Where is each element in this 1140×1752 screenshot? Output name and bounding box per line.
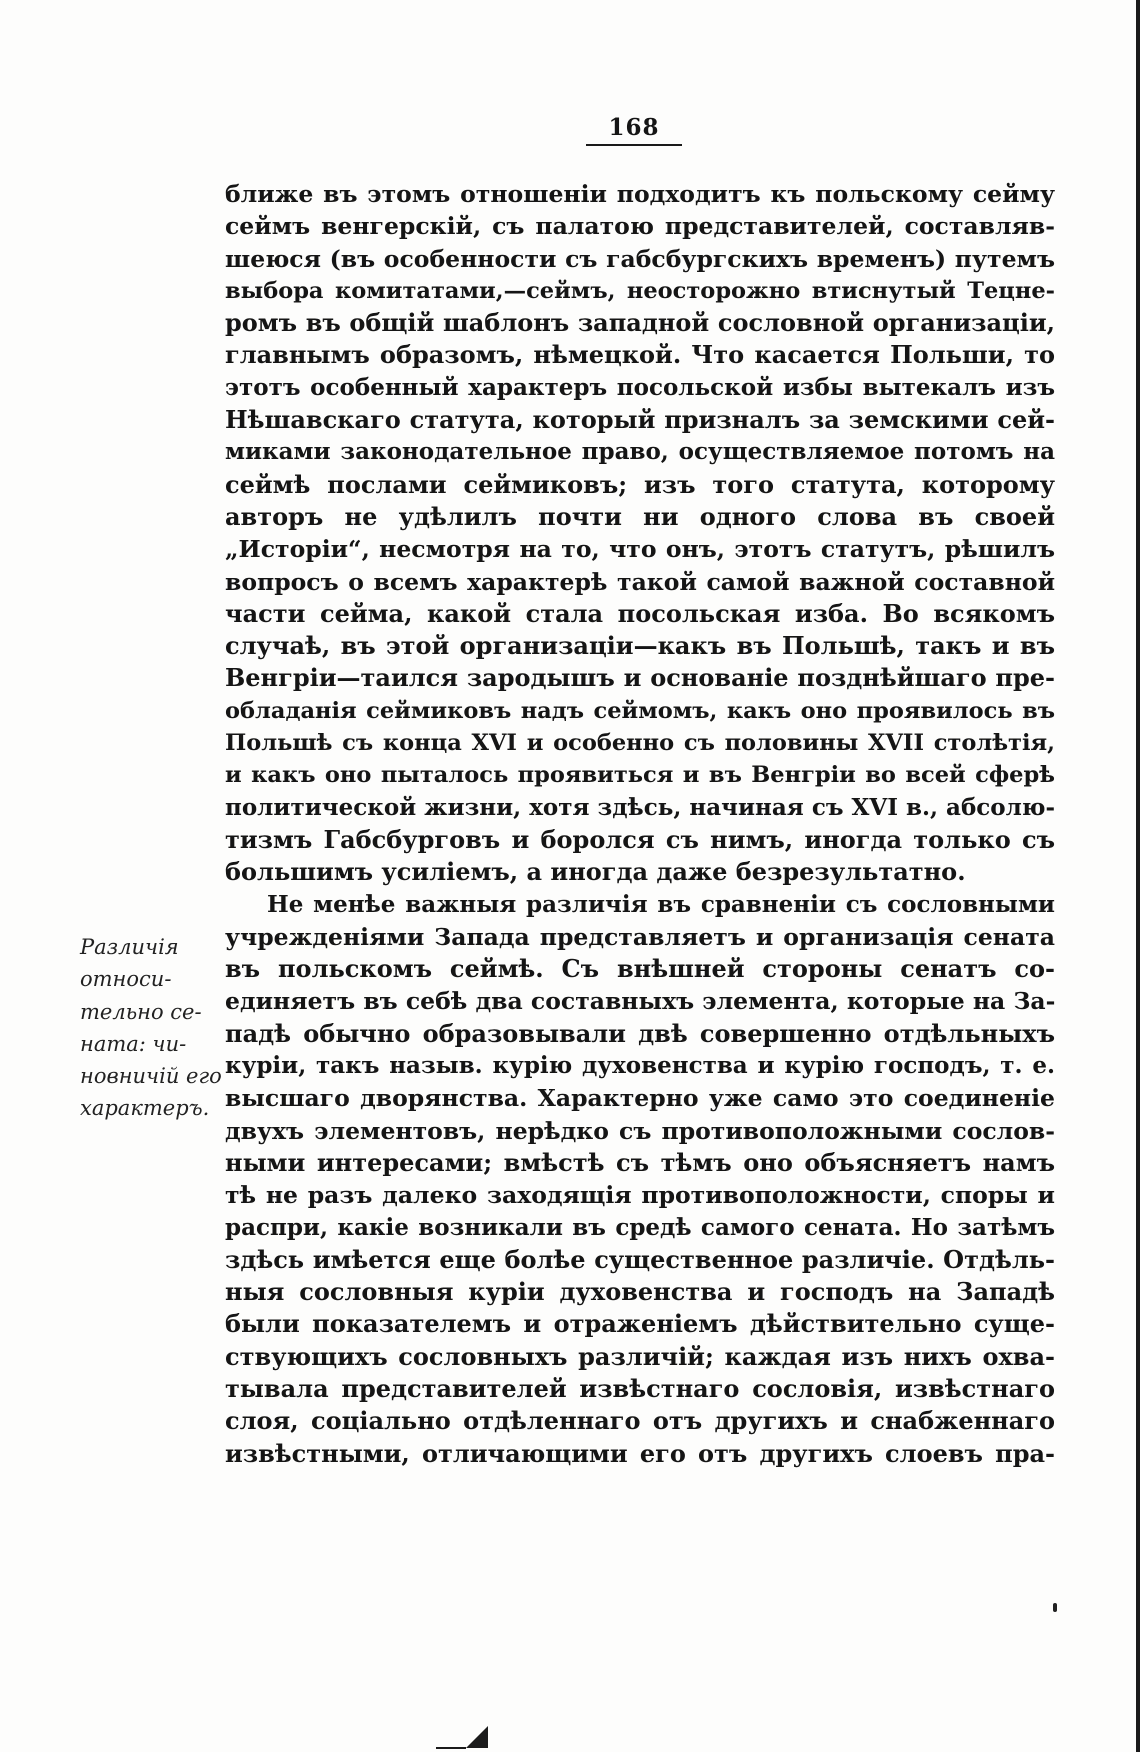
- text-line: сеймѣ послами сеймиковъ; изъ того статута, которому: [225, 469, 1055, 499]
- text-line: тѣ не разъ далеко заходящія противоположности, споры и: [225, 1181, 1055, 1210]
- text-line: Венгріи—таился зародышъ и основаніе позднѣйшаго пре-: [225, 663, 1055, 693]
- scan-speck: [1053, 1603, 1057, 1612]
- text-line: ствующихъ сословныхъ различій; каждая изъ нихъ охва-: [225, 1341, 1055, 1371]
- text-line: Польшѣ съ конца XVI и особенно съ половины XVII столѣтія,: [225, 730, 1055, 757]
- text-line: тывала представителей извѣстнаго сословія, извѣстнаго: [225, 1373, 1055, 1403]
- text-line: части сейма, какой стала посольская изба. Во всякомъ: [225, 598, 1055, 628]
- text-line: политической жизни, хотя здѣсь, начиная съ XVI в., абсолю-: [225, 793, 1055, 821]
- text-line: ближе въ этомъ отношеніи подходитъ къ польскому сейму: [225, 180, 1055, 208]
- text-line: падѣ обычно образовывали двѣ совершенно отдѣльныхъ: [225, 1018, 1055, 1048]
- margin-note: [80, 931, 220, 1125]
- margin-note-line: ната: чи-: [80, 1031, 187, 1056]
- text-line: и какъ оно пыталось проявиться и въ Венгріи во всей сферѣ: [225, 762, 1055, 789]
- text-line: куріи, такъ назыв. курію духовенства и курію господъ, т. е.: [225, 1052, 1055, 1080]
- text-line: шеюся (въ особенности съ габсбургскихъ временъ) путемъ: [225, 244, 1055, 273]
- text-line: тизмъ Габсбурговъ и боролся съ нимъ, иногда только съ: [225, 824, 1055, 854]
- text-line: были показателемъ и отраженіемъ дѣйствительно суще-: [225, 1309, 1055, 1339]
- text-line: вопросъ о всемъ характерѣ такой самой важной составной: [225, 567, 1055, 596]
- text-line: ными интересами; вмѣстѣ съ тѣмъ оно объясняетъ намъ: [225, 1147, 1055, 1177]
- text-line: авторъ не удѣлилъ почти ни одного слова въ своей: [225, 501, 1055, 531]
- text-line: миками законодательное право, осуществляемое потомъ на: [225, 438, 1055, 466]
- paragraph-end-line: большимъ усиліемъ, а иногда даже безрезультатно.: [225, 857, 966, 887]
- text-line: сеймъ венгерскій, съ палатою представителей, составляв-: [225, 212, 1055, 241]
- text-line: двухъ элементовъ, нерѣдко съ противоположными сослов-: [225, 1116, 1055, 1145]
- text-line: въ польскомъ сеймѣ. Съ внѣшней стороны сенатъ со-: [225, 954, 1055, 984]
- text-line: этотъ особенный характеръ посольской избы вытекалъ изъ: [225, 373, 1055, 401]
- text-line: извѣстными, отличающими его отъ другихъ слоевъ пра-: [225, 1438, 1055, 1468]
- scan-edge-shadow: [1136, 0, 1140, 1752]
- text-line: выбора комитатами,—сеймъ, неосторожно втиснутый Тецне-: [225, 277, 1055, 304]
- text-line: учрежденіями Запада представляетъ и организація сената: [225, 922, 1055, 951]
- body-text: [225, 178, 1055, 1470]
- margin-note-line: относи-: [80, 967, 172, 992]
- text-line: „Исторіи“, несмотря на то, что онъ, этотъ статутъ, рѣшилъ: [225, 535, 1055, 564]
- text-line: Нѣшавскаго статута, который призналъ за земскими сей-: [225, 405, 1055, 435]
- text-line: высшаго дворянства. Характерно уже само это соединеніе: [225, 1084, 1055, 1113]
- text-line: единяетъ въ себѣ два составныхъ элемента, которые на За-: [225, 987, 1056, 1016]
- text-line: слоя, соціально отдѣленнаго отъ другихъ и снабженнаго: [225, 1406, 1055, 1436]
- page-number: 168: [586, 114, 682, 146]
- margin-note-line: Различія: [80, 935, 179, 959]
- margin-note-line: тельно се-: [80, 999, 202, 1024]
- text-line: ныя сословныя куріи духовенства и господъ на Западѣ: [225, 1277, 1055, 1307]
- scan-corner-mark: [436, 1722, 490, 1750]
- text-line: здѣсь имѣется еще болѣе существенное различіе. Отдѣль-: [225, 1244, 1055, 1274]
- text-line: главнымъ образомъ, нѣмецкой. Что касается Польши, то: [225, 340, 1055, 370]
- margin-note-line: характеръ.: [80, 1096, 210, 1121]
- text-line: случаѣ, въ этой организаціи—какъ въ Польшѣ, такъ и въ: [225, 631, 1055, 661]
- paragraph-start-line: Не менѣе важныя различія въ сравненіи съ сословными: [267, 890, 1055, 918]
- margin-note-line: новничій его: [80, 1064, 222, 1089]
- text-line: ромъ въ общій шаблонъ западной сословной организаціи,: [225, 308, 1055, 338]
- text-line: распри, какіе возникали въ средѣ самого сената. Но затѣмъ: [225, 1213, 1055, 1241]
- text-line: обладанія сеймиковъ надъ сеймомъ, какъ оно проявилось въ: [225, 697, 1055, 724]
